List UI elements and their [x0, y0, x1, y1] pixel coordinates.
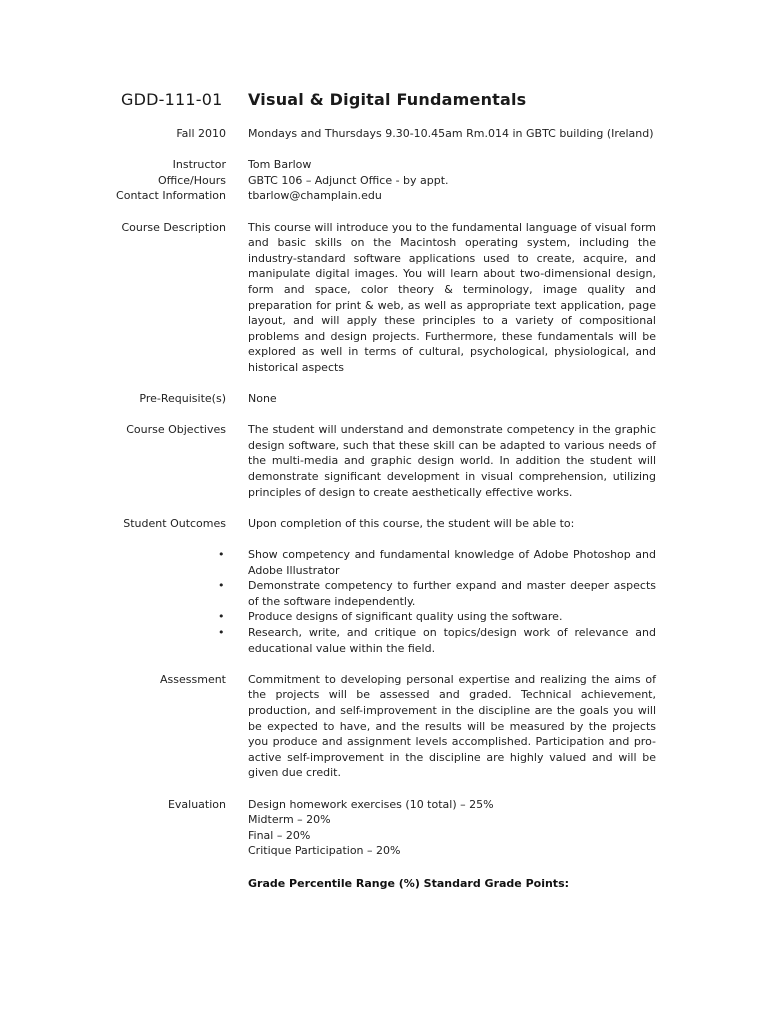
- outcomes-row: [0, 516, 768, 532]
- instructor-name: Tom Barlow: [248, 158, 312, 172]
- description-label-text: Course Description: [121, 220, 226, 234]
- description-label: [0, 220, 226, 236]
- course-code: GDD-111-01: [121, 90, 223, 109]
- instructor-labels: [0, 157, 226, 204]
- description-row: [0, 220, 768, 376]
- instructor-values: [248, 157, 656, 204]
- evaluation-list: [248, 797, 656, 859]
- evaluation-label: [0, 797, 226, 813]
- objectives-label: [0, 422, 226, 438]
- assessment-label-text: Assessment: [160, 672, 226, 686]
- schedule-label: [0, 126, 226, 142]
- prerequisites-value: [248, 391, 656, 407]
- assessment-row: [0, 672, 768, 781]
- outcomes-intro: [248, 516, 656, 532]
- office-hours-label: Office/Hours: [157, 173, 226, 187]
- contact-information-label: Contact Information: [116, 189, 226, 203]
- prerequisites-value-text: None: [248, 392, 277, 406]
- evaluation-item: Critique Participation – 20%: [248, 844, 401, 858]
- outcome-text: Show competency and fundamental knowledge of Adobe Photoshop and Adobe Illustrator: [248, 548, 656, 577]
- objectives-row: [0, 422, 768, 500]
- outcomes-list: [218, 547, 656, 656]
- evaluation-item: Design homework exercises (10 total) – 25%: [248, 797, 494, 811]
- document-header: [0, 89, 768, 113]
- outcomes-intro-text: Upon completion of this course, the student will be able to:: [248, 516, 575, 530]
- schedule-value: [248, 126, 656, 142]
- outcome-text: Produce designs of significant quality using the software.: [248, 610, 563, 624]
- list-item: [218, 609, 656, 625]
- outcomes-list-row: [0, 547, 768, 656]
- bullet-icon: •: [218, 626, 225, 639]
- outcomes-label: [0, 516, 226, 532]
- assessment-label: [0, 672, 226, 688]
- outcome-text: Research, write, and critique on topics/design work of relevance and educational value within the field.: [248, 626, 656, 655]
- schedule-row: [0, 126, 768, 142]
- office-hours-value: GBTC 106 – Adjunct Office - by appt.: [248, 173, 449, 187]
- outcome-text: Demonstrate competency to further expand and master deeper aspects of the software independently.: [248, 579, 656, 608]
- contact-email: tbarlow@champlain.edu: [248, 189, 382, 203]
- prerequisites-row: [0, 391, 768, 407]
- list-item: [218, 625, 656, 656]
- list-item: [218, 547, 656, 578]
- prerequisites-label: [0, 391, 226, 407]
- evaluation-item: Final – 20%: [248, 828, 311, 842]
- evaluation-item: Midterm – 20%: [248, 813, 331, 827]
- instructor-row: [0, 157, 768, 204]
- bullet-icon: •: [218, 610, 225, 624]
- outcomes-label-text: Student Outcomes: [123, 516, 226, 530]
- list-item: [218, 578, 656, 609]
- evaluation-row: [0, 797, 768, 859]
- grade-table-heading: Grade Percentile Range (%) Standard Grade Points:: [248, 877, 570, 890]
- objectives-text: The student will understand and demonstrate competency in the graphic design software, such that these skill can be adapted to various needs of the multi-media and graphic design world. In addition the student will demonstrate significant development in visual comprehension, utilizing principles of design to create aesthetically effective works.: [248, 423, 656, 499]
- bullet-icon: •: [218, 548, 225, 562]
- instructor-label: Instructor: [172, 158, 226, 172]
- evaluation-label-text: Evaluation: [167, 797, 226, 811]
- assessment-text: Commitment to developing personal expertise and realizing the aims of the projects will be assessed and graded. Technical achievement, production, and self-improvement in the discipline are the goals you will be expected to have, and the results will be measured by the projects you produce and assignment levels accomplished. Participation and pro-active self-improvement in the discipline are highly valued and will be given due credit.: [248, 672, 656, 780]
- course-title: Visual & Digital Fundamentals: [248, 90, 527, 109]
- schedule-value-text: Mondays and Thursdays 9.30-10.45am Rm.014 in GBTC building (Ireland): [248, 127, 654, 140]
- prerequisites-label-text: Pre-Requisite(s): [139, 392, 226, 406]
- objectives-label-text: Course Objectives: [126, 423, 226, 437]
- syllabus-body: [0, 126, 768, 859]
- bullet-icon: •: [218, 579, 225, 593]
- description-text: This course will introduce you to the fundamental language of visual form and basic skills on the Macintosh operating system, including the industry-standard software applications used to create, acquire, and manipulate digital images. You will learn about two-dimensional design, form and space, color theory & terminology, image quality and preparation for print & web, as well as appropriate text application, page layout, and will apply these principles to a variety of compositional problems and design projects. Furthermore, these fundamentals will be explored as well in terms of cultural, psychological, physiological, and historical aspects: [248, 220, 656, 374]
- schedule-label-text: Fall 2010: [176, 127, 226, 140]
